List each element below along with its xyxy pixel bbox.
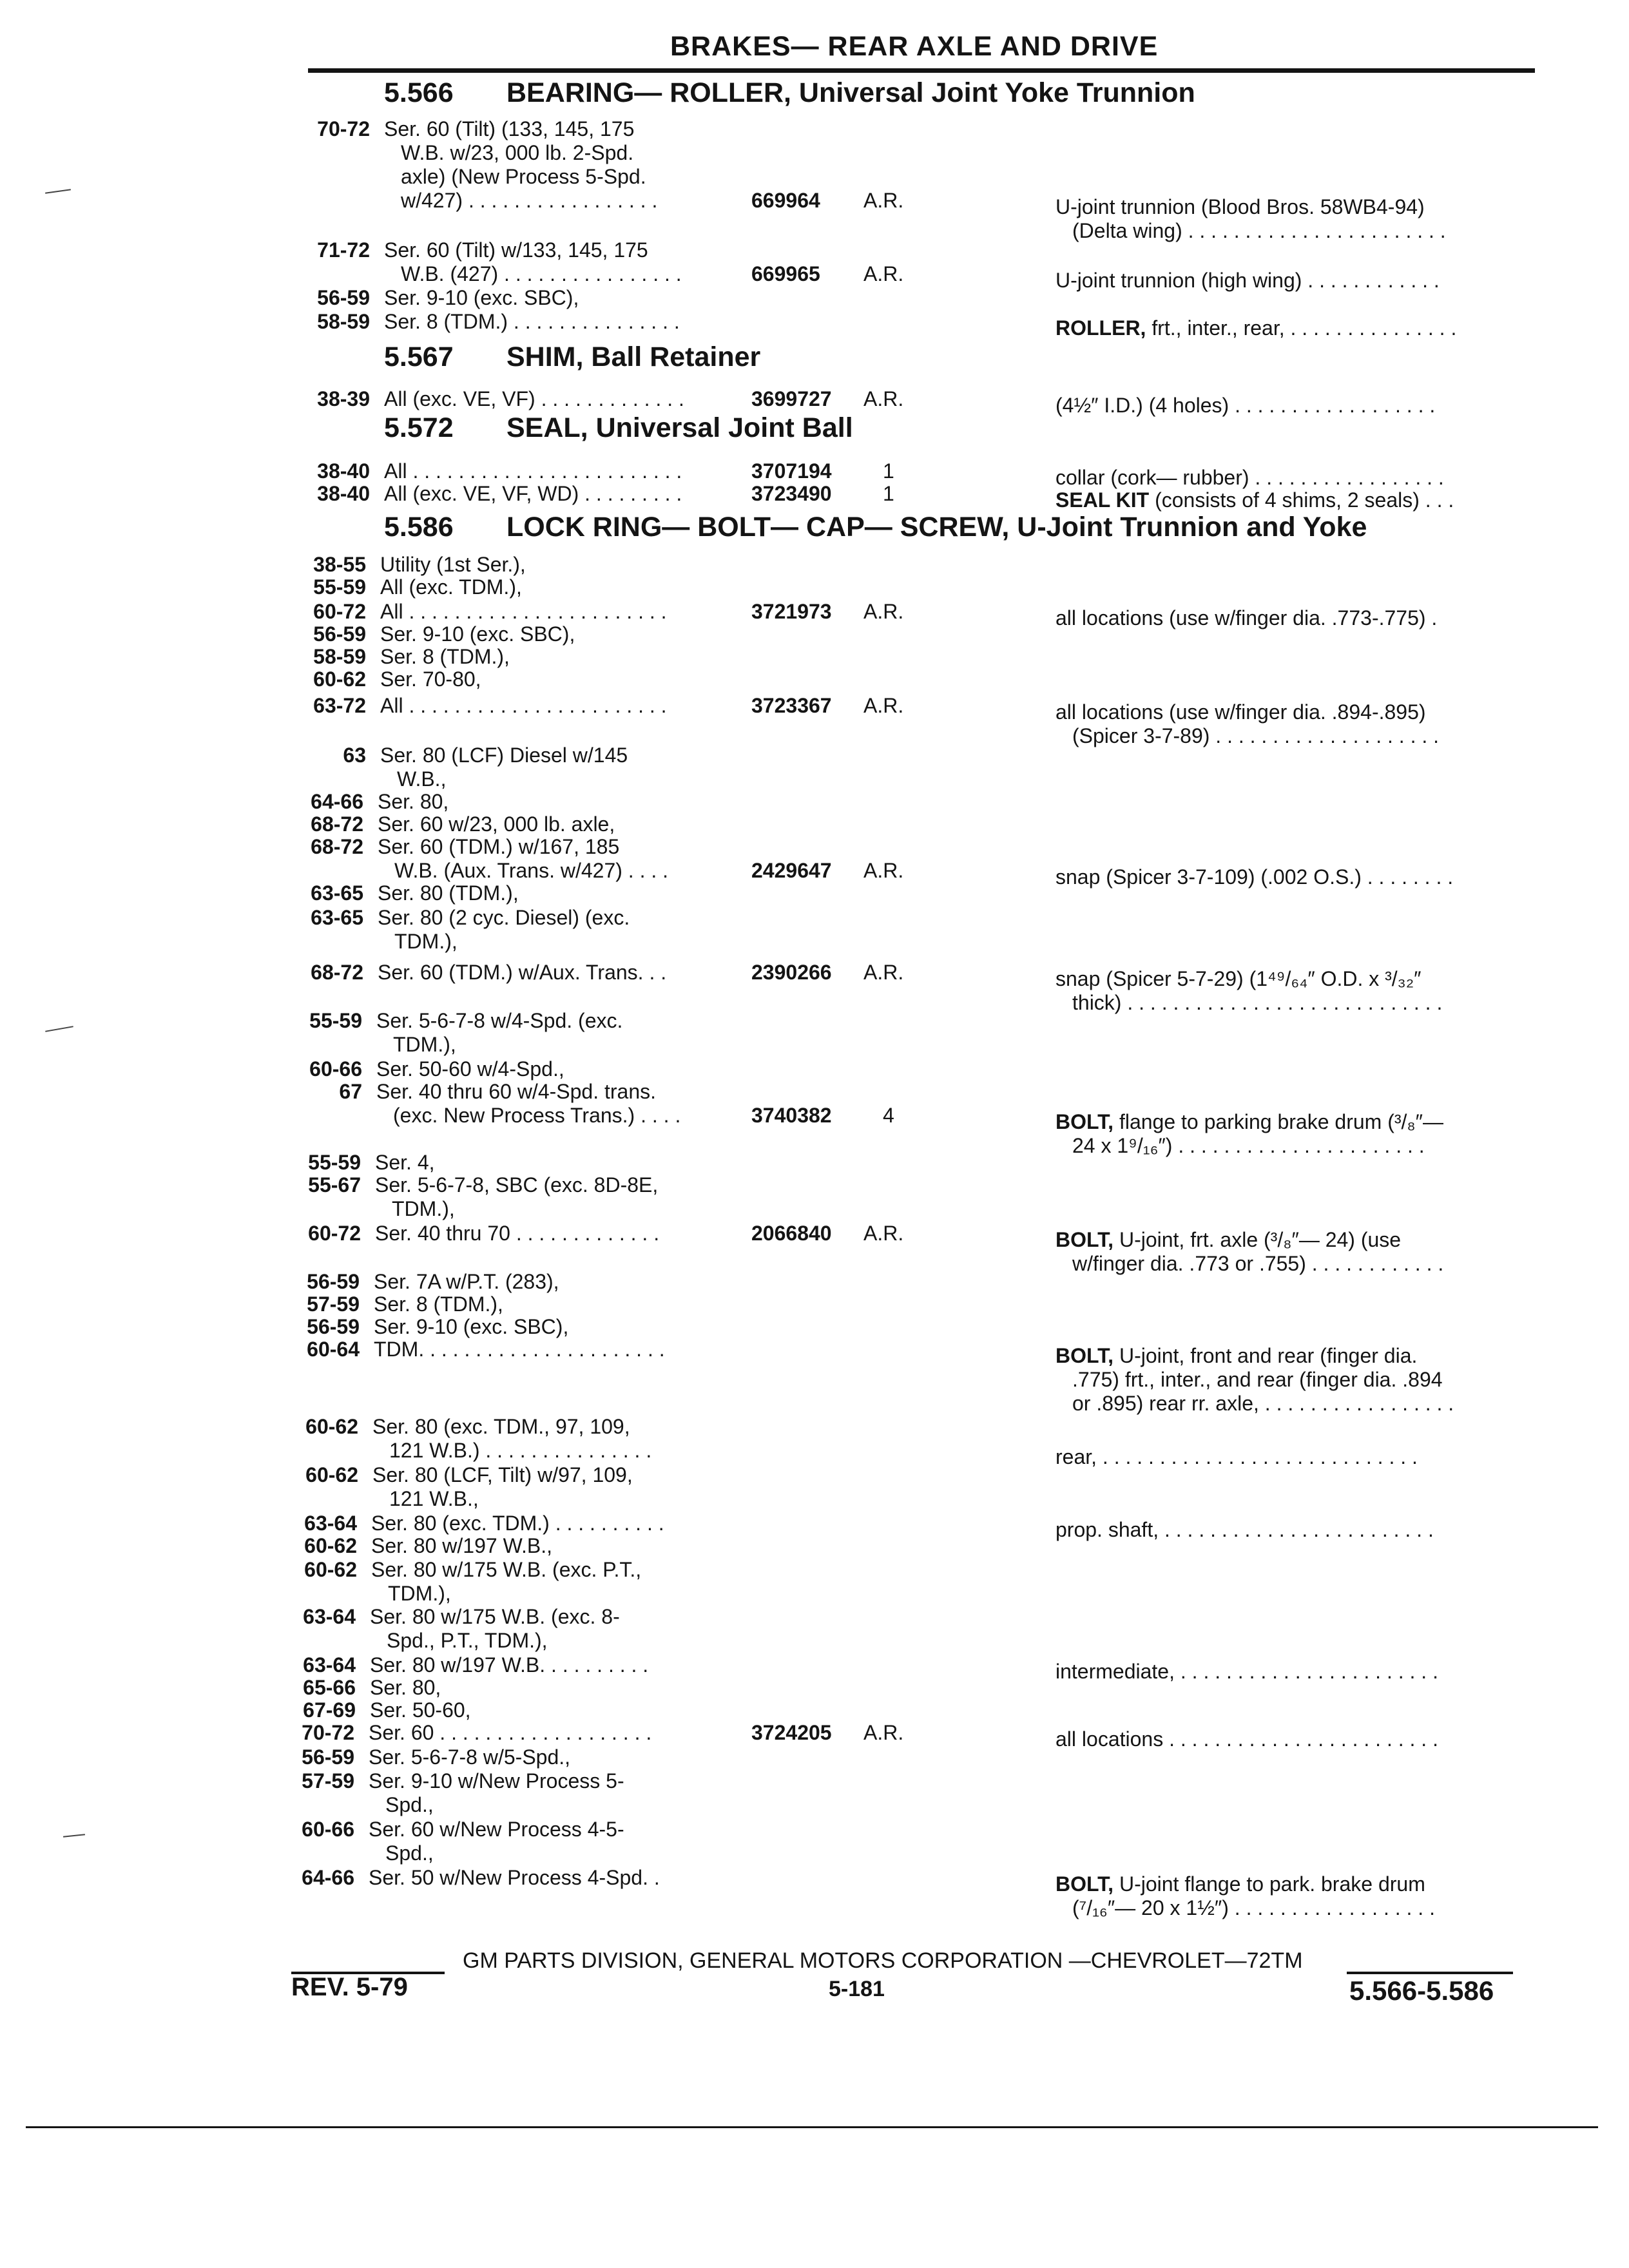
section-title: SHIM, Ball Retainer [506, 341, 761, 372]
section-number: 5.572 [384, 412, 454, 443]
application-line: Ser. 50-60 w/4-Spd., [376, 1057, 564, 1081]
footer-section-range: 5.566-5.586 [1349, 1975, 1494, 2006]
description-line [1055, 967, 1421, 991]
description-line [1055, 1518, 1434, 1542]
section-number: 5.586 [384, 512, 454, 543]
application-line: Ser. 50-60, [370, 1698, 471, 1722]
description-text: .775) frt., inter., and rear (finger dia. .894 [1072, 1368, 1443, 1391]
description-line [1055, 1445, 1418, 1469]
quantity: A.R. [863, 961, 904, 984]
description-text: thick) . . . . . . . . . . . . . . . . . . . . . . . . . . . . [1072, 991, 1443, 1014]
application-line: Ser. 7A w/P.T. (283), [374, 1270, 559, 1293]
model-years: 38-40 [317, 482, 370, 505]
application-line: Ser. 80 w/197 W.B. . . . . . . . . . [370, 1653, 649, 1677]
application-line: All . . . . . . . . . . . . . . . . . . . . . . . [380, 600, 667, 623]
model-years: 68-72 [311, 835, 363, 858]
description-line [1055, 394, 1435, 418]
part-number: 3707194 [751, 459, 832, 483]
description-line [1072, 1896, 1435, 1920]
application-line: Spd., [385, 1793, 434, 1816]
application-line: Ser. 60 (Tilt) w/133, 145, 175 [384, 238, 648, 262]
application-line: Ser. 80, [378, 790, 449, 813]
part-number: 3699727 [751, 387, 832, 410]
model-years: 60-66 [309, 1057, 362, 1081]
description-text: or .895) rear rr. axle, . . . . . . . . . . . . . . . . . [1072, 1392, 1454, 1415]
description-text: (Delta wing) . . . . . . . . . . . . . . . . . . . . . . . [1072, 219, 1446, 242]
part-number: 3723490 [751, 482, 832, 505]
part-number: 3724205 [751, 1721, 832, 1744]
application-line: All . . . . . . . . . . . . . . . . . . . . . . . [380, 694, 667, 717]
part-number: 3721973 [751, 600, 832, 623]
model-years: 38-40 [317, 459, 370, 483]
application-line: Utility (1st Ser.), [380, 553, 526, 576]
part-number: 3723367 [751, 694, 832, 717]
description-line [1055, 865, 1453, 889]
description-line [1072, 1392, 1454, 1416]
application-line: Ser. 5-6-7-8 w/5-Spd., [369, 1745, 571, 1769]
description-text: frt., inter., rear, . . . . . . . . . . . . . . . [1152, 316, 1457, 340]
description-line [1055, 606, 1437, 630]
application-line: Ser. 60 w/New Process 4-5- [369, 1818, 624, 1841]
model-years: 60-62 [304, 1558, 357, 1581]
model-years: 56-59 [317, 286, 370, 309]
section-title: BEARING— ROLLER, Universal Joint Yoke Trunnion [506, 77, 1195, 108]
application-line: 121 W.B.) . . . . . . . . . . . . . . . [389, 1439, 652, 1462]
description-text: U-joint, frt. axle (³/₈″— 24) (use [1119, 1228, 1402, 1251]
quantity: A.R. [863, 387, 904, 410]
description-text: U-joint, front and rear (finger dia. [1119, 1344, 1418, 1367]
margin-mark [63, 1834, 85, 1838]
application-line: Ser. 5-6-7-8 w/4-Spd. (exc. [376, 1009, 623, 1032]
description-line [1072, 1252, 1443, 1276]
part-number: 669964 [751, 189, 820, 212]
model-years: 56-59 [302, 1745, 354, 1769]
model-years: 58-59 [313, 645, 366, 668]
application-line: Ser. 80 (LCF) Diesel w/145 [380, 744, 628, 767]
application-line: Ser. 40 thru 60 w/4-Spd. trans. [376, 1080, 657, 1103]
section-heading [384, 412, 853, 444]
description-text: all locations . . . . . . . . . . . . . . . . . . . . . . . . [1055, 1727, 1438, 1751]
section-heading [384, 341, 760, 373]
footer-rule-right [1347, 1972, 1513, 1974]
description-text: U-joint trunnion (high wing) . . . . . . . . . . . . [1055, 269, 1440, 292]
application-line: (exc. New Process Trans.) . . . . [393, 1104, 681, 1127]
description-keyword: BOLT, [1055, 1344, 1114, 1367]
model-years: 56-59 [307, 1270, 360, 1293]
application-line: Ser. 9-10 (exc. SBC), [374, 1315, 569, 1338]
model-years: 60-72 [308, 1222, 361, 1245]
description-text: snap (Spicer 3-7-109) (.002 O.S.) . . . . . . . . [1055, 865, 1454, 889]
description-line [1055, 1110, 1443, 1134]
model-years: 60-62 [304, 1534, 357, 1557]
model-years: 63-65 [311, 881, 363, 905]
model-years: 63 [343, 744, 366, 767]
model-years: 67-69 [303, 1698, 356, 1722]
description-text: all locations (use w/finger dia. .894-.895) [1055, 700, 1426, 724]
model-years: 60-62 [305, 1463, 358, 1486]
application-line: Ser. 50 w/New Process 4-Spd. . [369, 1866, 660, 1889]
model-years: 56-59 [313, 622, 366, 646]
quantity: A.R. [863, 600, 904, 623]
description-text: 24 x 1⁹/₁₆″) . . . . . . . . . . . . . . . . . . . . . . [1072, 1134, 1425, 1157]
application-line: Ser. 8 (TDM.), [374, 1293, 503, 1316]
quantity: A.R. [863, 1721, 904, 1744]
application-line: Ser. 8 (TDM.) . . . . . . . . . . . . . . . [384, 310, 680, 333]
section-heading [384, 77, 1195, 109]
model-years: 56-59 [307, 1315, 360, 1338]
description-line [1055, 316, 1456, 340]
description-text: w/finger dia. .773 or .755) . . . . . . . . . . . . [1072, 1252, 1444, 1275]
description-text: prop. shaft, . . . . . . . . . . . . . . . . . . . . . . . . [1055, 1518, 1434, 1541]
description-line [1072, 1368, 1443, 1392]
model-years: 55-59 [309, 1009, 362, 1032]
model-years: 63-64 [303, 1605, 356, 1628]
model-years: 55-59 [313, 575, 366, 599]
description-line [1072, 724, 1439, 748]
description-text: all locations (use w/finger dia. .773-.775) . [1055, 606, 1438, 629]
description-line [1055, 1228, 1401, 1252]
application-line: TDM. . . . . . . . . . . . . . . . . . . . . . [374, 1338, 665, 1361]
application-line: Ser. 60 (Tilt) (133, 145, 175 [384, 117, 635, 140]
description-keyword: BOLT, [1055, 1228, 1114, 1251]
description-text: (4½″ I.D.) (4 holes) . . . . . . . . . . . . . . . . . . [1055, 394, 1436, 417]
quantity: 4 [883, 1104, 894, 1127]
application-line: Ser. 80, [370, 1676, 441, 1699]
model-years: 57-59 [307, 1293, 360, 1316]
application-line: Ser. 80 w/175 W.B. (exc. 8- [370, 1605, 620, 1628]
part-number: 2066840 [751, 1222, 832, 1245]
part-number: 669965 [751, 262, 820, 285]
bottom-rule [26, 2126, 1598, 2128]
model-years: 71-72 [317, 238, 370, 262]
application-line: All (exc. VE, VF, WD) . . . . . . . . . [384, 482, 682, 505]
section-title: SEAL, Universal Joint Ball [506, 412, 853, 443]
application-line: Ser. 9-10 (exc. SBC), [384, 286, 579, 309]
description-line [1072, 1134, 1425, 1158]
application-line: Ser. 80 (exc. TDM., 97, 109, [372, 1415, 630, 1438]
description-text: (consists of 4 shims, 2 seals) . . . [1155, 488, 1454, 512]
model-years: 64-66 [311, 790, 363, 813]
model-years: 60-64 [307, 1338, 360, 1361]
application-line: W.B. w/23, 000 lb. 2-Spd. [401, 141, 634, 164]
model-years: 68-72 [311, 961, 363, 984]
application-line: Ser. 8 (TDM.), [380, 645, 510, 668]
model-years: 70-72 [317, 117, 370, 140]
description-text: flange to parking brake drum (³/₈″— [1119, 1110, 1443, 1133]
application-line: All (exc. VE, VF) . . . . . . . . . . . . . [384, 387, 684, 410]
application-line: All (exc. TDM.), [380, 575, 522, 599]
description-line [1055, 1344, 1417, 1368]
description-text: rear, . . . . . . . . . . . . . . . . . . . . . . . . . . . . [1055, 1445, 1418, 1468]
model-years: 70-72 [302, 1721, 354, 1744]
section-number: 5.566 [384, 77, 454, 108]
description-line [1055, 195, 1425, 219]
application-line: Ser. 70-80, [380, 668, 481, 691]
application-line: Spd., [385, 1841, 434, 1865]
description-line [1055, 466, 1444, 490]
description-line [1072, 991, 1442, 1015]
application-line: Spd., P.T., TDM.), [387, 1629, 548, 1652]
application-line: 121 W.B., [389, 1487, 479, 1510]
application-line: Ser. 60 (TDM.) w/Aux. Trans. . . [378, 961, 667, 984]
application-line: TDM.), [394, 930, 458, 953]
description-line [1055, 488, 1454, 512]
application-line: Ser. 80 (TDM.), [378, 881, 519, 905]
section-heading [384, 512, 1367, 543]
description-keyword: ROLLER, [1055, 316, 1146, 340]
application-line: Ser. 80 (LCF, Tilt) w/97, 109, [372, 1463, 633, 1486]
page-header-title: BRAKES— REAR AXLE AND DRIVE [670, 31, 1159, 62]
application-line: TDM.), [392, 1197, 455, 1220]
model-years: 63-65 [311, 906, 363, 929]
footer-page-number: 5-181 [829, 1977, 885, 2001]
model-years: 60-66 [302, 1818, 354, 1841]
part-number: 2390266 [751, 961, 832, 984]
description-text: U-joint trunnion (Blood Bros. 58WB4-94) [1055, 195, 1425, 218]
application-line: TDM.), [393, 1033, 456, 1056]
application-line: Ser. 40 thru 70 . . . . . . . . . . . . . [375, 1222, 660, 1245]
description-line [1055, 1727, 1438, 1751]
model-years: 68-72 [311, 812, 363, 836]
application-line: Ser. 5-6-7-8, SBC (exc. 8D-8E, [375, 1173, 659, 1196]
model-years: 65-66 [303, 1676, 356, 1699]
margin-mark [45, 189, 71, 194]
description-text: snap (Spicer 5-7-29) (1⁴⁹/₆₄″ O.D. x ³/₃₂″ [1055, 967, 1422, 990]
model-years: 63-64 [304, 1512, 357, 1535]
quantity: A.R. [863, 859, 904, 882]
model-years: 60-62 [313, 668, 366, 691]
application-line: w/427) . . . . . . . . . . . . . . . . . [401, 189, 658, 212]
footer-revision: REV. 5-79 [291, 1973, 408, 2001]
model-years: 67 [339, 1080, 362, 1103]
application-line: Ser. 80 w/197 W.B., [371, 1534, 553, 1557]
margin-mark [45, 1026, 73, 1032]
quantity: A.R. [863, 1222, 904, 1245]
application-line: Ser. 9-10 w/New Process 5- [369, 1769, 624, 1792]
quantity: A.R. [863, 262, 904, 285]
description-line [1055, 700, 1426, 724]
section-title: LOCK RING— BOLT— CAP— SCREW, U-Joint Trunnion and Yoke [506, 512, 1367, 543]
part-number: 2429647 [751, 859, 832, 882]
description-text: collar (cork— rubber) . . . . . . . . . . . . . . . . . [1055, 466, 1444, 489]
model-years: 63-72 [313, 694, 366, 717]
model-years: 55-67 [308, 1173, 361, 1196]
application-line: Ser. 80 (exc. TDM.) . . . . . . . . . . [371, 1512, 664, 1535]
application-line: Ser. 9-10 (exc. SBC), [380, 622, 575, 646]
model-years: 60-72 [313, 600, 366, 623]
section-number: 5.567 [384, 341, 454, 372]
part-number: 3740382 [751, 1104, 832, 1127]
description-text: (Spicer 3-7-89) . . . . . . . . . . . . . . . . . . . . [1072, 724, 1440, 747]
model-years: 38-39 [317, 387, 370, 410]
application-line: Ser. 4, [375, 1151, 435, 1174]
description-keyword: BOLT, [1055, 1110, 1114, 1133]
description-line [1055, 269, 1440, 293]
description-keyword: SEAL KIT [1055, 488, 1150, 512]
description-text: U-joint flange to park. brake drum [1119, 1872, 1425, 1896]
model-years: 38-55 [313, 553, 366, 576]
application-line: axle) (New Process 5-Spd. [401, 165, 646, 188]
description-keyword: BOLT, [1055, 1872, 1114, 1896]
description-text: (⁷/₁₆″— 20 x 1½″) . . . . . . . . . . . . . . . . . . [1072, 1896, 1435, 1919]
quantity: A.R. [863, 694, 904, 717]
description-line [1055, 1660, 1438, 1684]
footer-corporation: GM PARTS DIVISION, GENERAL MOTORS CORPORATION —CHEVROLET—72TM [463, 1948, 1303, 1973]
application-line: W.B. (Aux. Trans. w/427) . . . . [394, 859, 669, 882]
application-line: Ser. 80 w/175 W.B. (exc. P.T., [371, 1558, 642, 1581]
application-line: Ser. 60 w/23, 000 lb. axle, [378, 812, 615, 836]
model-years: 60-62 [305, 1415, 358, 1438]
model-years: 64-66 [302, 1866, 354, 1889]
model-years: 63-64 [303, 1653, 356, 1677]
application-line: W.B., [397, 767, 447, 791]
application-line: Ser. 60 (TDM.) w/167, 185 [378, 835, 620, 858]
application-line: TDM.), [388, 1582, 451, 1605]
description-line [1055, 1872, 1425, 1896]
model-years: 57-59 [302, 1769, 354, 1792]
application-line: All . . . . . . . . . . . . . . . . . . . . . . . . [384, 459, 682, 483]
application-line: Ser. 80 (2 cyc. Diesel) (exc. [378, 906, 630, 929]
quantity: 1 [883, 459, 894, 483]
description-line [1072, 219, 1446, 243]
header-rule [308, 68, 1535, 73]
quantity: A.R. [863, 189, 904, 212]
application-line: Ser. 60 . . . . . . . . . . . . . . . . . . . [369, 1721, 652, 1744]
model-years: 55-59 [308, 1151, 361, 1174]
model-years: 58-59 [317, 310, 370, 333]
quantity: 1 [883, 482, 894, 505]
description-text: intermediate, . . . . . . . . . . . . . . . . . . . . . . . [1055, 1660, 1438, 1683]
application-line: W.B. (427) . . . . . . . . . . . . . . . . [401, 262, 682, 285]
